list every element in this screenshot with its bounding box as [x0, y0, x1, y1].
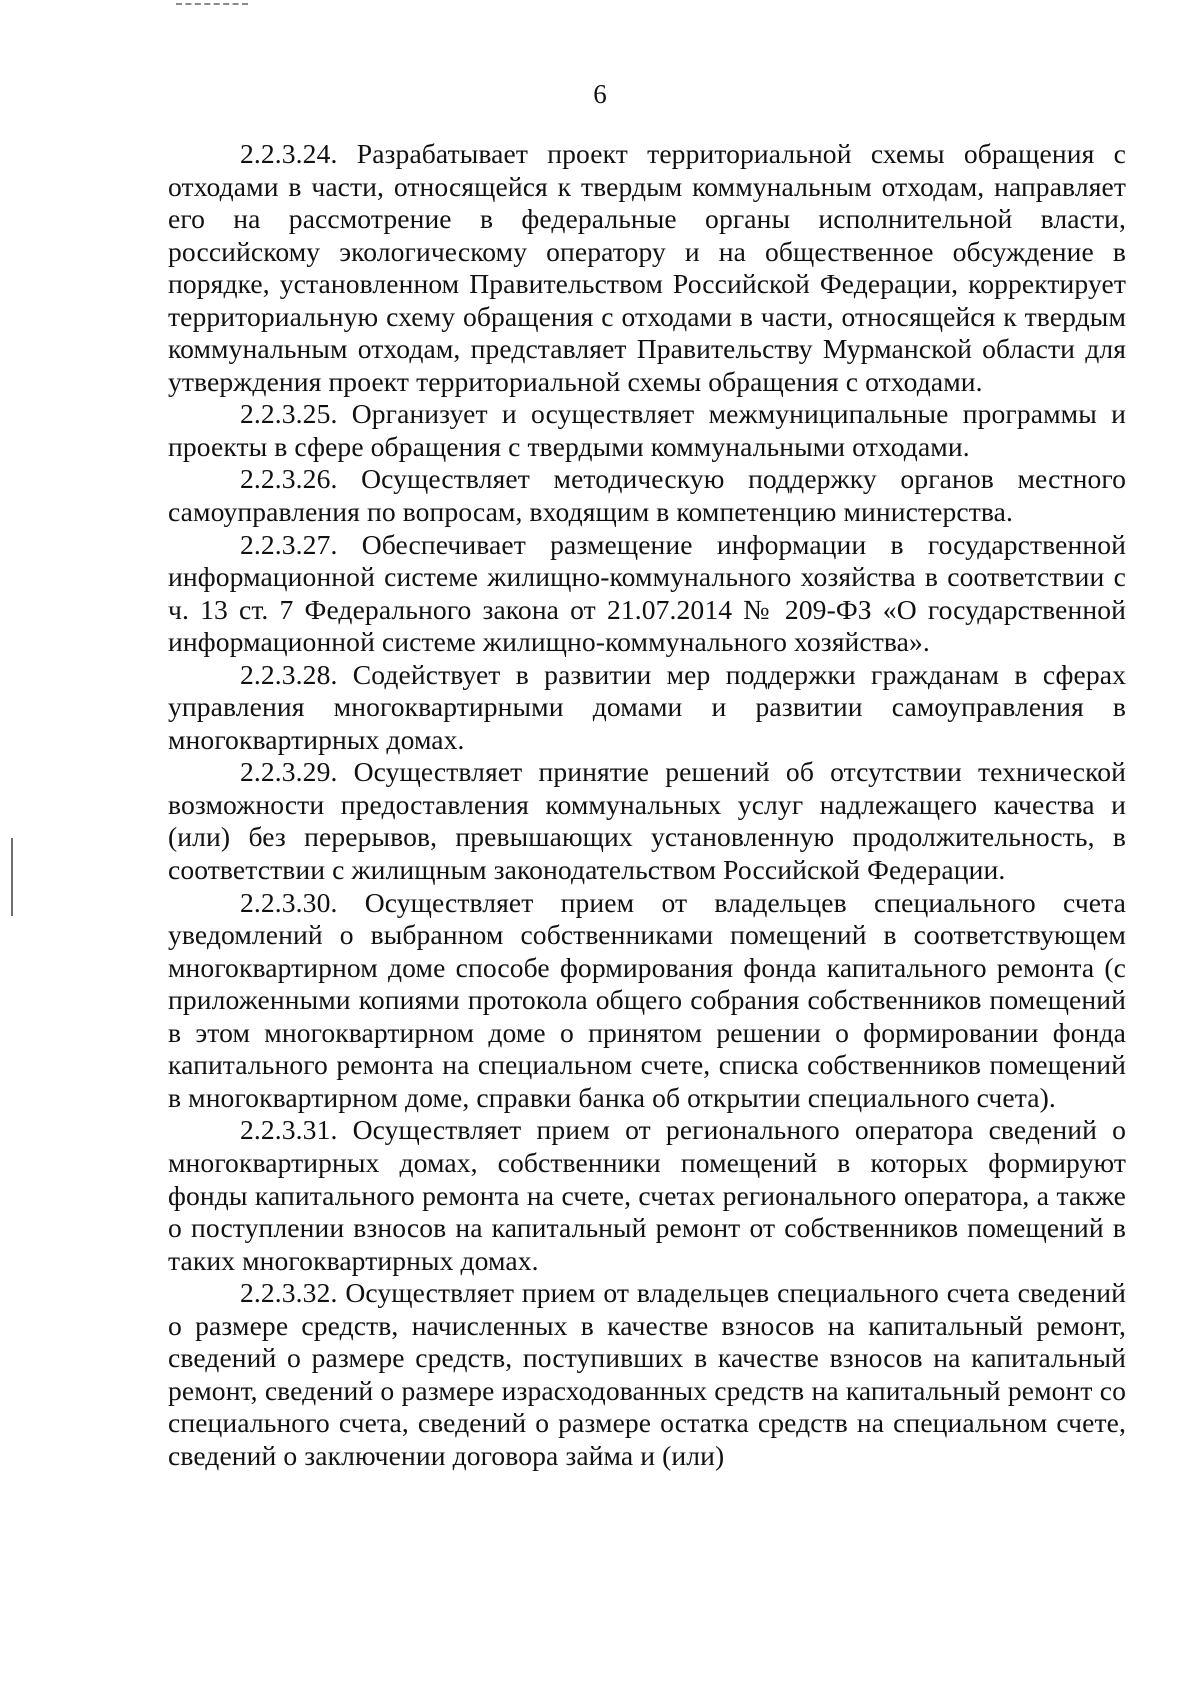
paragraph-2-2-3-31: 2.2.3.31. Осуществляет прием от регионального оператора сведений о многоквартирных домах, собственники помещений в которых формируют фонды капитального ремонта на счете, счетах регионального оператора, а также о поступлении взносов на капитальный ремонт от собственников помещений в таких многоквартирных домах.	[168, 1114, 1126, 1276]
page-number: 6	[593, 79, 607, 109]
scan-artifact-left	[11, 838, 13, 916]
paragraph-2-2-3-32: 2.2.3.32. Осуществляет прием от владельцев специального счета сведений о размере средств, начисленных в качестве взносов на капитальный ремонт, сведений о размере средств, поступивших в качестве взносов на капитальный ремонт, сведений о размере израсходованных средств на капитальный ремонт со специального счета, сведений о размере остатка средств на специальном счете, сведений о заключении договора займа и (или)	[168, 1277, 1126, 1471]
paragraph-2-2-3-26: 2.2.3.26. Осуществляет методическую поддержку органов местного самоуправления по вопросам, входящим в компетенцию министерства.	[168, 463, 1126, 528]
paragraph-2-2-3-29: 2.2.3.29. Осуществляет принятие решений об отсутствии технической возможности предоставления коммунальных услуг надлежащего качества и (или) без перерывов, превышающих установленную продолжительность, в соответствии с жилищным законодательством Российской Федерации.	[168, 756, 1126, 886]
paragraph-2-2-3-25: 2.2.3.25. Организует и осуществляет межмуниципальные программы и проекты в сфере обращения с твердыми коммунальными отходами.	[168, 398, 1126, 462]
paragraph-2-2-3-30: 2.2.3.30. Осуществляет прием от владельцев специального счета уведомлений о выбранном собственниками помещений в соответствующем многоквартирном доме способе формирования фонда капитального ремонта (с приложенными копиями протокола общего собрания собственников помещений в этом многоквартирном доме о принятом решении о формировании фонда капитального ремонта на специальном счете, списка собственников помещений в многоквартирном доме, справки банка об открытии специального счета).	[168, 886, 1126, 1113]
paragraph-2-2-3-24: 2.2.3.24. Разрабатывает проект территориальной схемы обращения с отходами в части, относящейся к твердым коммунальным отходам, направляет его на рассмотрение в федеральные органы исполнительной власти, российскому экологическому оператору и на общественное обсуждение в порядке, установленном Правительством Российской Федерации, корректирует территориальную схему обращения с отходами в части, относящейся к твердым коммунальным отходам, представляет Правительству Мурманской области для утверждения проект территориальной схемы обращения с отходами.	[168, 138, 1126, 397]
paragraph-2-2-3-27: 2.2.3.27. Обеспечивает размещение информации в государственной информационной системе жилищно-коммунального хозяйства в соответствии с ч. 13 ст. 7 Федерального закона от 21.07.2014 № 209-ФЗ «О государственной информационной системе жилищно-коммунального хозяйства».	[168, 528, 1126, 658]
scan-artifact-top	[176, 3, 248, 7]
document-body	[168, 138, 1126, 1472]
paragraph-2-2-3-28: 2.2.3.28. Содействует в развитии мер поддержки гражданам в сферах управления многоквартирными домами и развитии самоуправления в многоквартирных домах.	[168, 658, 1126, 755]
